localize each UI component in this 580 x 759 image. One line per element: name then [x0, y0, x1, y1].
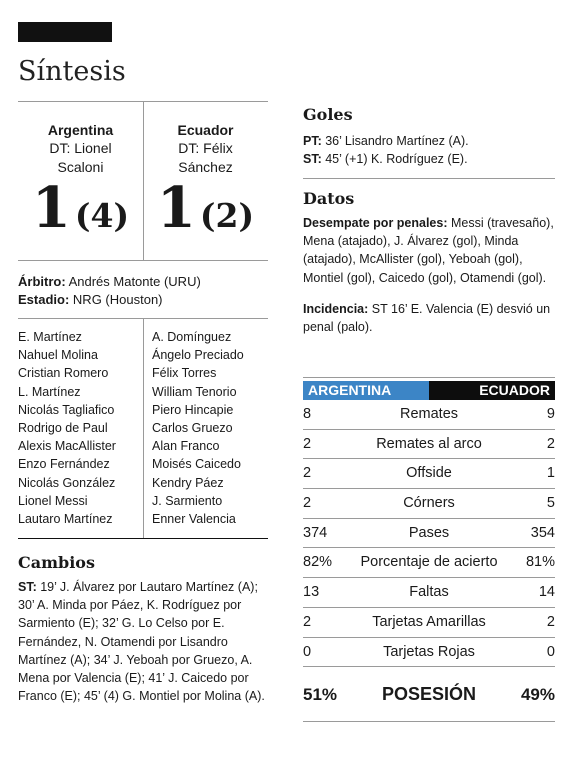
- incident-text: ST 16’ E. Valencia (E) desvió un penal (palo).: [303, 301, 551, 335]
- left-column: [18, 101, 268, 705]
- stat-row-shots-on-target: [303, 430, 555, 460]
- goal-first-half: [303, 132, 555, 150]
- away-player: William Tenorio: [152, 384, 237, 399]
- home-coach: DT: Lionel Scaloni: [49, 140, 112, 175]
- stats-table: [303, 377, 555, 722]
- home-player: L. Martínez: [18, 384, 81, 399]
- stat-label: Remates: [399, 406, 459, 422]
- referee-line: [18, 273, 268, 291]
- possession-away: 49%: [520, 685, 555, 705]
- home-goals: 1: [31, 175, 71, 241]
- goal-st-label: ST:: [303, 152, 322, 166]
- home-player: Lionel Messi: [18, 493, 88, 508]
- goals-list: [303, 132, 555, 168]
- stat-away-value: 5: [546, 495, 555, 512]
- goal-st-text: 45’ (+1) K. Rodríguez (E).: [325, 152, 468, 166]
- stat-row-yellow-cards: [303, 608, 555, 638]
- stat-away-value: 2: [546, 613, 555, 630]
- incident: [303, 300, 555, 336]
- stat-home-value: 2: [303, 435, 312, 452]
- stat-row-pass-accuracy: [303, 548, 555, 578]
- stat-row-red-cards: [303, 638, 555, 668]
- referee-name: Andrés Matonte (URU): [68, 274, 201, 289]
- page-title: Síntesis: [18, 56, 126, 87]
- stats-home-header: ARGENTINA: [303, 381, 429, 400]
- stat-label: Remates al arco: [376, 435, 482, 452]
- away-player: Piero Hincapie: [152, 402, 234, 417]
- stat-away-value: 9: [546, 406, 555, 422]
- changes-title: Cambios: [18, 553, 95, 572]
- home-player: E. Martínez: [18, 330, 82, 344]
- stat-row-offside: [303, 459, 555, 489]
- stat-home-value: 2: [303, 495, 312, 512]
- stat-home-value: 0: [303, 643, 312, 660]
- away-player: Enner Valencia: [152, 512, 236, 527]
- stat-label: Pases: [408, 524, 450, 541]
- home-team-name: Argentina: [47, 122, 114, 138]
- away-player: A. Domínguez: [152, 330, 232, 344]
- penalties-text: Messi (travesaño), Mena (atajado), J. Álvarez (gol), Minda (atajado), McAllister (gol), Yeboah (gol), Montiel (gol), Caicedo (gol), Otamendi (gol).: [303, 216, 554, 285]
- stat-label: Córners: [403, 495, 455, 512]
- away-penalties: (2): [199, 196, 255, 235]
- away-goals: 1: [156, 175, 196, 241]
- datos-section: [303, 178, 555, 336]
- away-player: Alan Franco: [152, 439, 220, 454]
- stat-row-passes: [303, 519, 555, 549]
- datos-title: Datos: [303, 189, 355, 208]
- stat-row-possession: [303, 667, 555, 722]
- home-team-block: [18, 102, 143, 247]
- home-player: Nahuel Molina: [18, 348, 98, 363]
- home-lineup: [18, 328, 116, 528]
- stat-label: Tarjetas Amarillas: [372, 613, 486, 630]
- possession-home: 51%: [303, 685, 338, 705]
- away-lineup: [152, 328, 244, 528]
- changes-body: 19’ J. Álvarez por Lautaro Martínez (A); 30’ A. Minda por Páez, K. Rodríguez por Sarmiento (E); 32’ G. Lo Celso por E. Fernández, N. Otamendi por Lisandro Martínez (A); 34’ J. Yeboah por Gruezo, A. Mena por Valencia (E); 41’ J. Caicedo por Franco (E); 45’ (4) G. Montiel por Molina (A).: [18, 580, 265, 704]
- stat-away-value: 81%: [525, 554, 555, 571]
- stadium-label: Estadio:: [18, 292, 70, 307]
- scoreboard: [18, 101, 268, 261]
- stat-label: Porcentaje de acierto: [360, 554, 498, 571]
- referee-label: Árbitro:: [18, 274, 66, 289]
- stat-home-value: 2: [303, 613, 312, 630]
- changes-period-label: ST:: [18, 580, 37, 594]
- away-coach: DT: Félix Sánchez: [178, 140, 233, 175]
- penalty-shootout: [303, 214, 555, 287]
- home-score: [18, 175, 143, 247]
- home-player: Alexis MacAllister: [18, 439, 116, 454]
- away-player: Ángelo Preciado: [152, 348, 244, 363]
- away-team-name: Ecuador: [177, 122, 234, 138]
- incident-label: Incidencia:: [303, 301, 369, 316]
- stat-label: Tarjetas Rojas: [383, 643, 475, 660]
- stat-row-shots: [303, 400, 555, 430]
- stat-home-value: 374: [303, 524, 328, 541]
- stat-away-value: 1: [546, 465, 555, 482]
- goal-pt-text: 36’ Lisandro Martínez (A).: [325, 134, 469, 148]
- goals-title: Goles: [303, 105, 353, 124]
- officials: [18, 261, 268, 319]
- away-player: Kendry Páez: [152, 475, 224, 490]
- away-player: Moisés Caicedo: [152, 457, 241, 472]
- home-player: Rodrigo de Paul: [18, 421, 108, 436]
- stat-label: Faltas: [409, 584, 449, 601]
- stat-home-value: 13: [303, 584, 320, 601]
- stats-away-header: ECUADOR: [429, 381, 555, 400]
- section-marker-bar: [18, 22, 112, 42]
- penalties-label: Desempate por penales:: [303, 216, 448, 230]
- goal-second-half: [303, 150, 555, 168]
- away-score: [143, 175, 268, 247]
- stat-home-value: 2: [303, 465, 312, 482]
- stadium-line: [18, 291, 268, 309]
- stadium-name: NRG (Houston): [72, 292, 163, 307]
- stat-row-corners: [303, 489, 555, 519]
- goal-pt-label: PT:: [303, 134, 322, 148]
- home-player: Cristian Romero: [18, 366, 109, 381]
- possession-label: POSESIÓN: [381, 684, 477, 705]
- stat-label: Offside: [406, 465, 452, 482]
- lineup-divider: [143, 319, 144, 538]
- stats-header: [303, 381, 555, 400]
- stat-away-value: 354: [530, 524, 555, 541]
- away-player: J. Sarmiento: [152, 493, 223, 508]
- home-player: Lautaro Martínez: [18, 512, 113, 527]
- right-column: [303, 101, 555, 336]
- stat-away-value: 14: [538, 584, 555, 601]
- away-team-block: [143, 102, 268, 247]
- home-player: Enzo Fernández: [18, 457, 110, 472]
- away-player: Carlos Gruezo: [152, 421, 233, 436]
- stat-away-value: 2: [546, 435, 555, 452]
- stat-row-fouls: [303, 578, 555, 608]
- lineups: [18, 319, 268, 539]
- stat-away-value: 0: [546, 643, 555, 660]
- home-player: Nicolás González: [18, 475, 116, 490]
- away-player: Félix Torres: [152, 366, 217, 381]
- stat-home-value: 82%: [303, 554, 333, 571]
- home-player: Nicolás Tagliafico: [18, 402, 115, 417]
- stat-home-value: 8: [303, 406, 312, 422]
- home-penalties: (4): [74, 196, 130, 235]
- changes-text: [18, 578, 268, 705]
